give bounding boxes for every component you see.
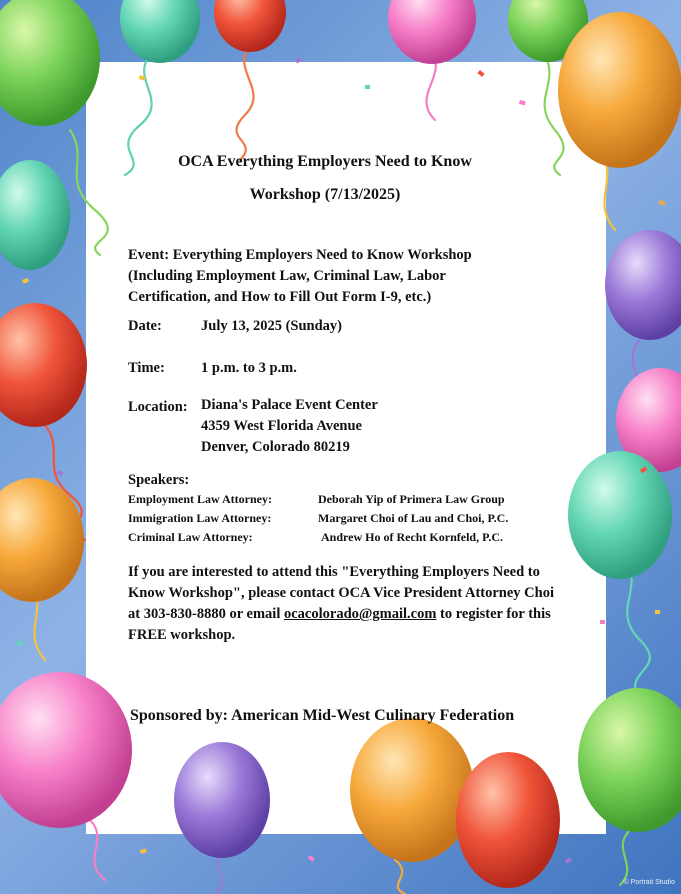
email-link[interactable]: ocacolorado@gmail.com xyxy=(283,606,437,622)
speaker-role: Employment Law Attorney: xyxy=(128,492,272,506)
date-value: July 13, 2025 (Sunday) xyxy=(201,318,343,334)
workshop-title: OCA Everything Employers Need to Know xyxy=(178,153,472,170)
speaker-role: Criminal Law Attorney: xyxy=(128,530,253,544)
location-label: Location: xyxy=(128,399,188,415)
speaker-name: Deborah Yip of Primera Law Group xyxy=(318,492,505,506)
event-description: Event: Everything Employers Need to Know Workshop (Including Employment Law, Criminal Law, Labor Certification, and How to Fill Out Form I-9, etc.) xyxy=(128,247,472,305)
time-label: Time: xyxy=(128,360,165,376)
speaker-name: Margaret Choi of Lau and Choi, P.C. xyxy=(318,511,509,525)
speakers-heading: Speakers: xyxy=(128,472,190,488)
speaker-role: Immigration Law Attorney: xyxy=(128,511,272,525)
sponsor-line: Sponsored by: American Mid-West Culinary Federation xyxy=(130,707,515,724)
time-value: 1 p.m. to 3 p.m. xyxy=(201,360,297,376)
location-address: Diana's Palace Event Center 4359 West Florida Avenue Denver, Colorado 80219 xyxy=(201,397,378,455)
contact-info: If you are interested to attend this "Everything Employers Need to Know Workshop", please contact OCA Vice President Attorney Choi at 303-830-8880 or email ocacolorado@gmail.com to register for this FREE workshop. xyxy=(128,564,555,643)
speaker-name: Andrew Ho of Recht Kornfeld, P.C. xyxy=(321,530,503,544)
date-label: Date: xyxy=(128,318,162,334)
watermark: © Portrait Studio xyxy=(623,879,675,886)
workshop-title-date: Workshop (7/13/2025) xyxy=(249,186,401,203)
